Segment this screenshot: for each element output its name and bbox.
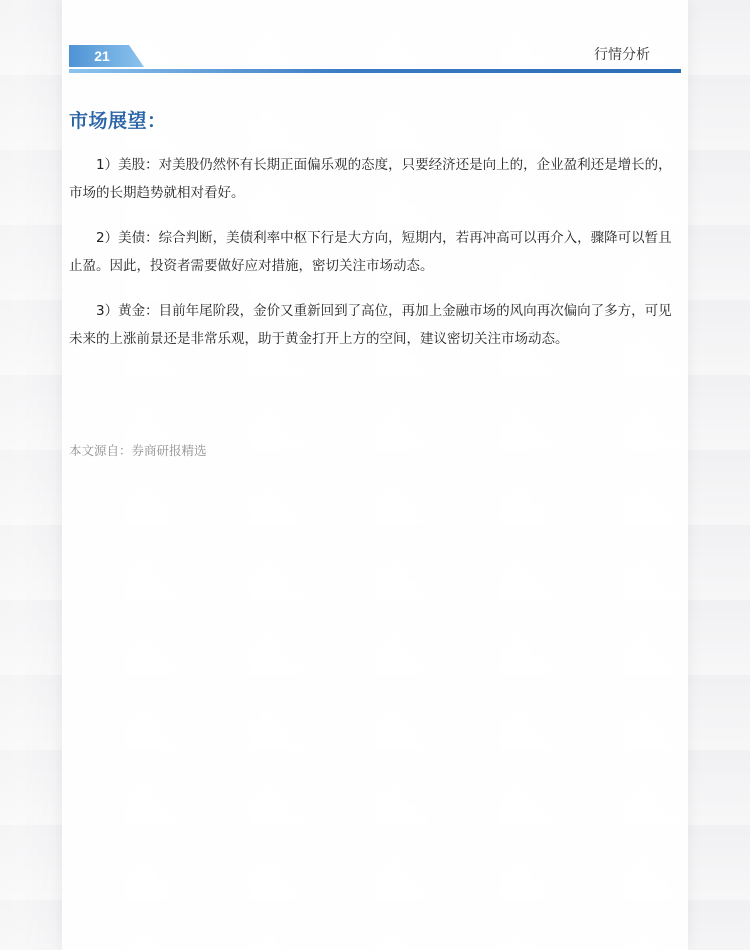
section-label: 行情分析 (594, 47, 650, 63)
header-divider (69, 69, 681, 73)
page-sheet (62, 0, 688, 950)
source-note: 本文源自：券商研报精选 (69, 443, 207, 458)
page-number: 21 (94, 48, 110, 64)
paragraph-gold: 3）黄金：目前年尾阶段，金价又重新回到了高位，再加上金融市场的风向再次偏向了多方，可见未来的上涨前景还是非常乐观，助于黄金打开上方的空间，建议密切关注市场动态。 (69, 303, 672, 347)
paragraph-us-bonds: 2）美债：综合判断，美债利率中枢下行是大方向，短期内，若再冲高可以再介入，骤降可以暂且止盈。因此，投资者需要做好应对措施，密切关注市场动态。 (69, 230, 672, 274)
section-title: 市场展望： (69, 110, 167, 132)
paragraph-us-stocks: 1）美股：对美股仍然怀有长期正面偏乐观的态度，只要经济还是向上的，企业盈利还是增长的，市场的长期趋势就相对看好。 (69, 157, 672, 201)
